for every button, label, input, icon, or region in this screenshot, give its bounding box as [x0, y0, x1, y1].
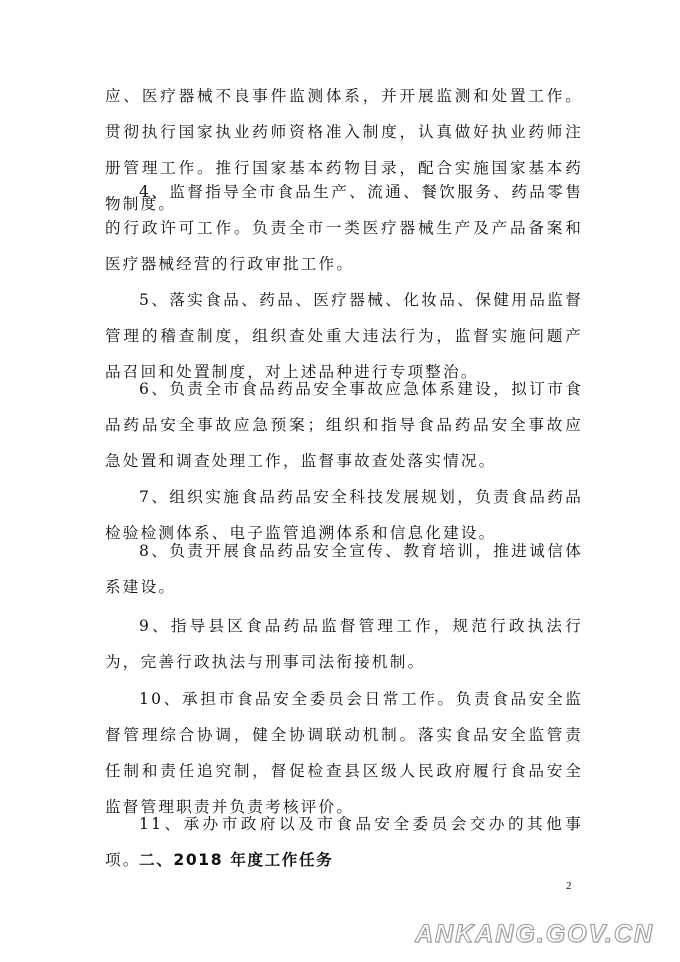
paragraph-item-6: 6、负责全市食品药品安全事故应急体系建设，拟订市食品药品安全事故应急预案；组织和指导食品药品安全事故应急处置和调查处理工作，监督事故查处落实情况。	[105, 380, 583, 470]
paragraph-item-5: 5、落实食品、药品、医疗器械、化妆品、保健用品监督管理的稽查制度，组织查处重大违法行为，监督实施问题产品召回和处置制度，对上述品种进行专项整治。	[105, 291, 583, 381]
paragraph-item-10: 10、承担市食品安全委员会日常工作。负责食品安全监督管理综合协调，健全协调联动机制。落实食品安全监管责任制和责任追究制，督促检查县区级人民政府履行食品安全监督管理职责并负责考核评价。	[105, 690, 583, 816]
paragraph-item-7: 7、组织实施食品药品安全科技发展规划，负责食品药品检验检测体系、电子监管追溯体系和信息化建设。	[105, 488, 583, 542]
paragraph-item-11: 11、承办市政府以及市食品安全委员会交办的其他事项。	[105, 815, 583, 869]
paragraph-item-8: 8、负责开展食品药品安全宣传、教育培训，推进诚信体系建设。	[105, 542, 583, 596]
paragraph-item-9: 9、指导县区食品药品监督管理工作，规范行政执法行为，完善行政执法与刑事司法衔接机制。	[105, 617, 583, 671]
paragraph-continuation: 应、医疗器械不良事件监测体系，并开展监测和处置工作。贯彻执行国家执业药师资格准入制度，认真做好执业药师注册管理工作。推行国家基本药物目录，配合实施国家基本药物制度。	[105, 87, 583, 213]
paragraph-item-4: 4、监督指导全市食品生产、流通、餐饮服务、药品零售的行政许可工作。负责全市一类医疗器械生产及产品备案和医疗器械经营的行政审批工作。	[105, 183, 583, 273]
section-heading: 二、2018 年度工作任务	[139, 851, 334, 869]
watermark-text: ANKANG.GOV.CN	[415, 920, 654, 948]
page-number: 2	[566, 880, 572, 892]
